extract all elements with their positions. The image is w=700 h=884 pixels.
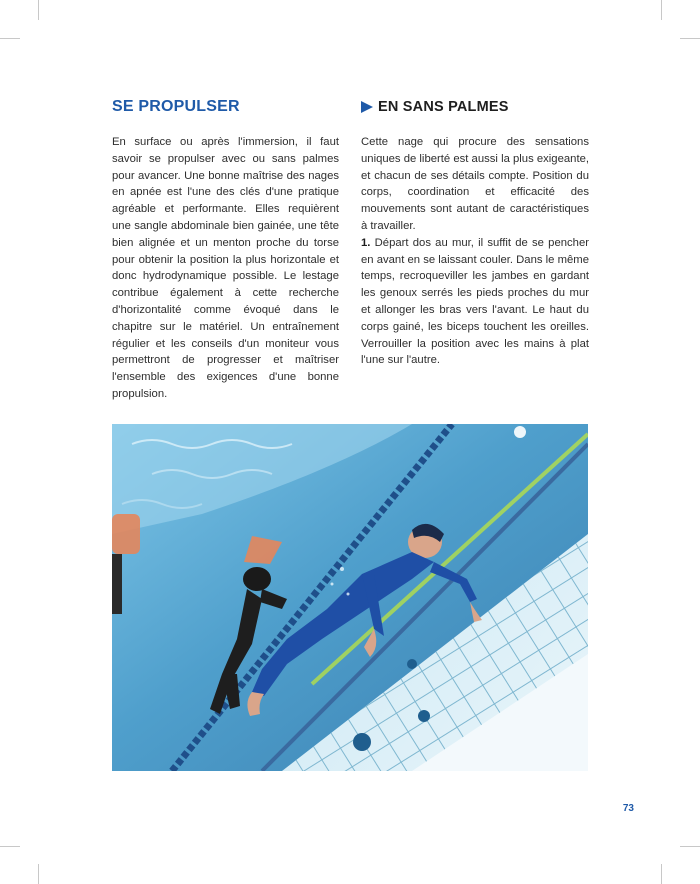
crop-mark — [661, 864, 662, 884]
subsection-intro: Cette nage qui procure des sensations uniques de liberté est aussi la plus exigeante, et chacun de ses détails compte. Position du corps, coordination et efficacité des mouvements sont autant de caractéristiques à travailler. — [361, 136, 589, 232]
subsection-heading — [361, 96, 589, 118]
intro-paragraph: En surface ou après l'immersion, il faut savoir se propulser avec ou sans palmes pour avancer. Une bonne maîtrise des nages en apnée est l'une des clés d'une pratique agréable et performante. Elles requièrent une sangle abdominale bien gainée, une tête bien alignée et un menton proche du torse pour obtenir la position la plus horizontale et donc hydrodynamique possible. Le lestage contribue également à cette recherche d'horizontalité comme évoqué dans le chapitre sur le matériel. Un entraînement régulier et les conseils d'un moniteur vous permettront de progresser et maîtriser l'ensemble des exigences d'une bonne propulsion. — [112, 136, 339, 400]
right-column — [361, 96, 589, 369]
arrow-right-icon — [361, 101, 373, 113]
subsection-heading-label: EN SANS PALMES — [378, 99, 509, 115]
section-heading: SE PROPULSER — [112, 98, 240, 115]
page-number: 73 — [622, 803, 634, 814]
step-1 — [361, 235, 589, 369]
crop-mark — [38, 0, 39, 20]
left-column — [112, 96, 339, 403]
crop-mark — [661, 0, 662, 20]
subsection-paragraph — [361, 134, 589, 369]
step-1-number: 1. — [361, 236, 371, 249]
crop-mark — [680, 38, 700, 39]
crop-mark — [0, 846, 20, 847]
underwater-photo — [112, 424, 588, 771]
crop-mark — [0, 38, 20, 39]
crop-mark — [38, 864, 39, 884]
step-1-text: Départ dos au mur, il suffit de se pencher en avant en se laissant couler. Dans le même temps, recroqueviller les jambes en gardant les genoux serrés les pieds proches du mur et allonger les bras vers l'avant. Le haut du corps gainé, les biceps touchent les oreilles. Verrouiller la position avec les mains à plat l'une sur l'autre. — [361, 236, 589, 367]
crop-mark — [680, 846, 700, 847]
